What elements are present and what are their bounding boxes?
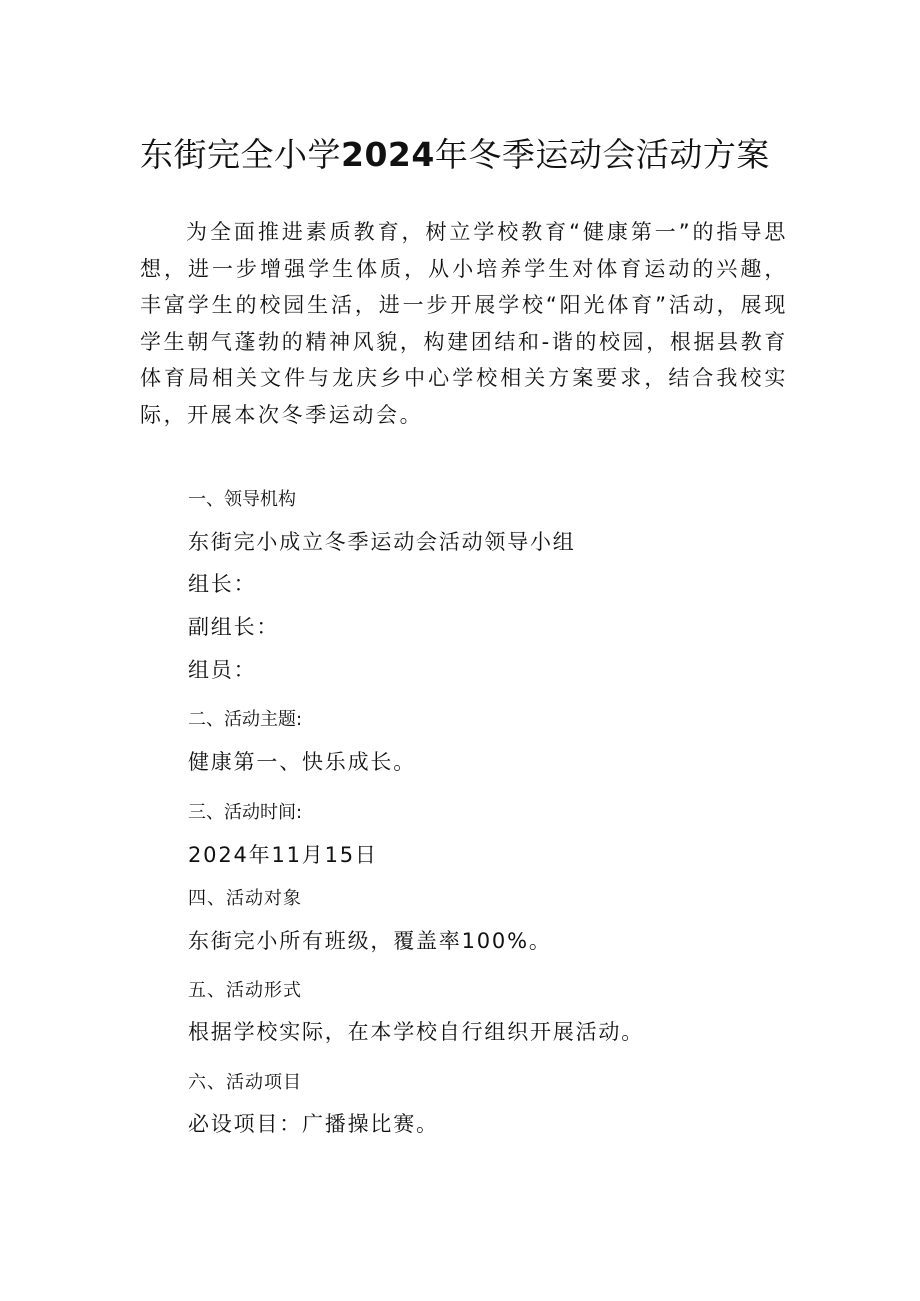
- title-year: 2024: [341, 135, 435, 174]
- intro-paragraph: 为全面推进素质教育，树立学校教育“健康第一”的指导思想，进一步增强学生体质，从小培养学生对体育运动的兴趣，丰富学生的校园生活，进一步开展学校“阳光体育”活动，展现学生朝气蓬勃的精神风貌，构建团结和-谐的校园，根据县教育体育局相关文件与龙庆乡中心学校相关方案要求，结合我校实际，开展本次冬季运动会。: [140, 220, 788, 427]
- deputy-leader-label: 副组长：: [188, 615, 280, 639]
- title-prefix: 东街完全小学: [140, 135, 341, 174]
- section-heading-participants: 四、活动对象: [188, 888, 302, 909]
- section-heading-format: 五、活动形式: [188, 980, 302, 1001]
- theme-text: 健康第一、快乐成长。: [188, 750, 416, 774]
- group-leader-label: 组长：: [188, 572, 257, 596]
- participants-text: 东街完小所有班级，覆盖率100%。: [188, 929, 552, 953]
- group-members-label: 组员：: [188, 658, 257, 682]
- title-suffix: 年冬季运动会活动方案: [434, 135, 770, 174]
- time-text: 2024年11月15日: [188, 843, 378, 867]
- page-title: [140, 132, 860, 178]
- events-text: 必设项目：广播操比赛。: [188, 1112, 439, 1136]
- section-heading-events: 六、活动项目: [188, 1072, 302, 1093]
- format-text: 根据学校实际，在本学校自行组织开展活动。: [188, 1020, 644, 1044]
- section-heading-theme: 二、活动主题:: [188, 709, 303, 730]
- leadership-group-text: 东街完小成立冬季运动会活动领导小组: [188, 530, 576, 554]
- section-heading-time: 三、活动时间:: [188, 802, 303, 823]
- section-heading-leadership: 一、领导机构: [188, 489, 296, 510]
